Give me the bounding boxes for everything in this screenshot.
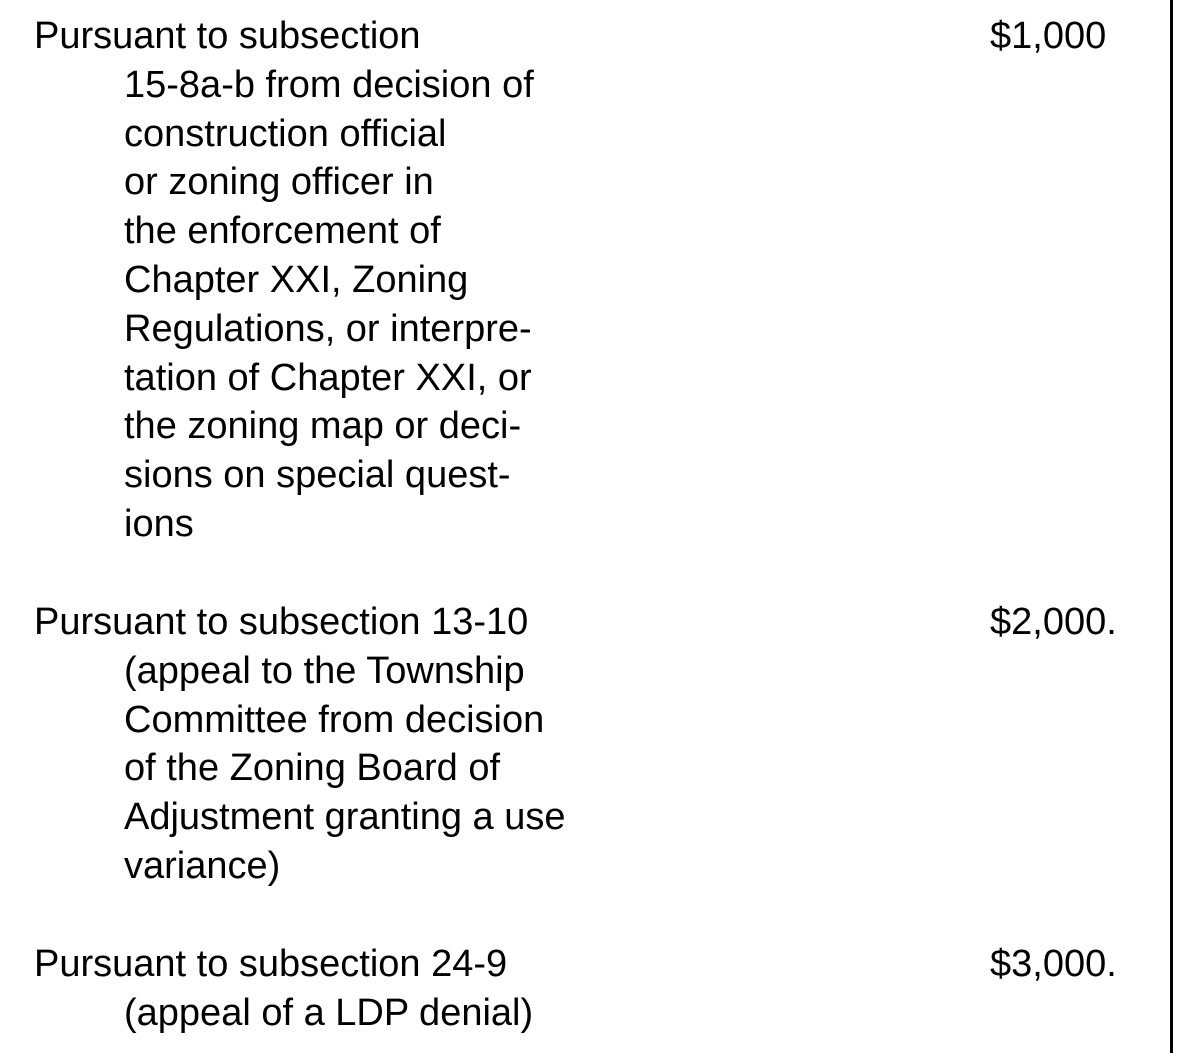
entry-description-line: Committee from decision — [124, 698, 545, 741]
entry-description-line: the enforcement of — [124, 210, 441, 253]
fee-entry-3-description — [34, 940, 654, 1038]
fee-entry-1-description — [34, 12, 654, 549]
fee-amount: $1,000 — [990, 15, 1107, 57]
entry-description-line: Chapter XXI, Zoning — [124, 258, 469, 301]
entry-heading-line: Pursuant to subsection 24-9 — [34, 943, 508, 985]
entry-heading-line: Pursuant to subsection — [34, 15, 421, 57]
entry-description-line: the zoning map or deci- — [124, 405, 522, 448]
entry-description-line: sions on special quest- — [124, 454, 511, 497]
fee-amount: $3,000. — [990, 943, 1117, 985]
entry-description-line: Adjustment granting a use — [124, 796, 566, 839]
entry-heading-line: Pursuant to subsection 13-10 — [34, 601, 529, 643]
entry-description-line: of the Zoning Board of — [124, 747, 501, 790]
entry-description-line: (appeal of a LDP denial) — [124, 991, 534, 1034]
entry-description-line: tation of Chapter XXI, or — [124, 356, 532, 399]
fee-entry-2-description — [34, 598, 654, 891]
entry-description-line: construction official — [124, 112, 447, 155]
fee-amount: $2,000. — [990, 601, 1117, 643]
entry-description-line: variance) — [124, 844, 281, 887]
entry-description-line: ions — [124, 502, 194, 545]
right-border-rule — [1170, 0, 1173, 1053]
entry-description-line: (appeal to the Township — [124, 649, 525, 692]
entry-description-line: Regulations, or interpre- — [124, 307, 532, 350]
entry-description-line: or zoning officer in — [124, 161, 434, 204]
entry-description-line: 15-8a-b from decision of — [124, 63, 534, 106]
